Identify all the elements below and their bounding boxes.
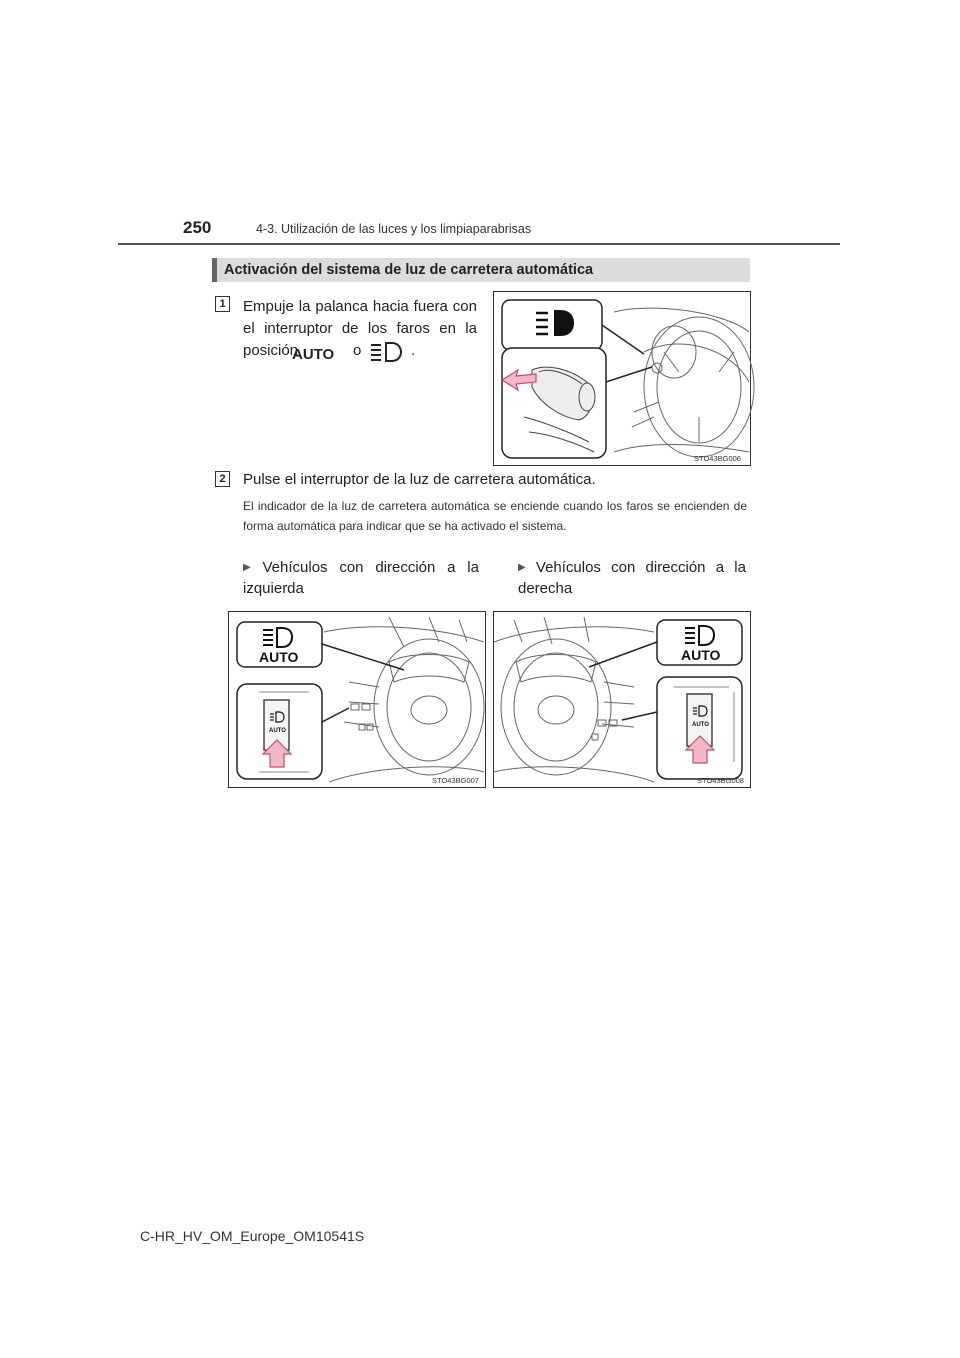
vehicle-right-word: a	[715, 559, 725, 576]
lhd-illustration	[229, 612, 485, 787]
svg-text:AUTO: AUTO	[681, 647, 721, 663]
svg-text:AUTO: AUTO	[269, 728, 286, 734]
vehicle-left-word: Vehículos	[262, 559, 328, 576]
footer-doc-id: C-HR_HV_OM_Europe_OM10541S	[140, 1228, 365, 1244]
vehicle-right-line-1	[518, 557, 746, 578]
figure-code-1: STO43BG006	[694, 454, 741, 463]
vehicle-right-word: con	[611, 559, 636, 576]
svg-text:AUTO: AUTO	[692, 722, 709, 728]
vehicle-left-line-1	[243, 557, 479, 578]
lever-illustration	[494, 292, 750, 465]
vehicle-right-word: dirección	[645, 559, 706, 576]
vehicle-left-heading	[243, 557, 479, 599]
rhd-figure	[493, 611, 751, 788]
auto-headlight-icon	[291, 345, 335, 363]
step-number-1: 1	[215, 296, 230, 312]
vehicle-left-word: dirección	[375, 559, 436, 576]
step-number-2: 2	[215, 471, 230, 487]
vehicle-left-line-2: izquierda	[243, 580, 304, 597]
vehicle-right-word: la	[734, 559, 746, 576]
header-rule	[118, 243, 840, 245]
lhd-figure	[228, 611, 486, 788]
step-2-text: Pulse el interruptor de la luz de carretera automática.	[243, 471, 596, 488]
vehicle-left-word: con	[339, 559, 364, 576]
vehicle-right-word: Vehículos	[535, 559, 601, 576]
page-number: 250	[183, 218, 212, 237]
triangle-bullet-icon: ▶	[243, 562, 251, 573]
section-header: 4-3. Utilización de las luces y los limpiaparabrisas	[256, 222, 532, 236]
step-1-text	[243, 296, 477, 340]
section-title-accent	[212, 258, 217, 282]
switch-auto-label: AUTO	[259, 649, 299, 665]
note-text: El indicador de la luz de carretera automática se enciende cuando los faros se encienden de forma automática para indicar que se ha activado el sistema.	[243, 499, 747, 533]
step-1-line-1: Empuje la palanca hacia fuera con	[243, 298, 477, 315]
vehicle-right-heading	[518, 557, 746, 599]
section-title: Activación del sistema de luz de carretera automática	[224, 262, 594, 278]
vehicle-right-line-2: derecha	[518, 580, 573, 597]
step-1-line-2: el interruptor de los faros en la	[243, 320, 477, 337]
step-1-line-3-suffix: .	[411, 342, 416, 359]
step-1-line-3-mid: o	[353, 342, 362, 359]
vehicle-left-word: la	[467, 559, 479, 576]
triangle-bullet-icon: ▶	[518, 562, 526, 573]
figure-code-2: STO43BG007	[432, 776, 479, 785]
vehicle-left-word: a	[447, 559, 456, 576]
lever-figure	[493, 291, 751, 466]
step-1-line-3-prefix: posición	[243, 342, 299, 359]
svg-text:AUTO: AUTO	[292, 346, 335, 363]
figure-code-3: STO43BG008	[697, 776, 744, 785]
high-beam-icon	[369, 341, 403, 363]
rhd-illustration	[494, 612, 750, 787]
